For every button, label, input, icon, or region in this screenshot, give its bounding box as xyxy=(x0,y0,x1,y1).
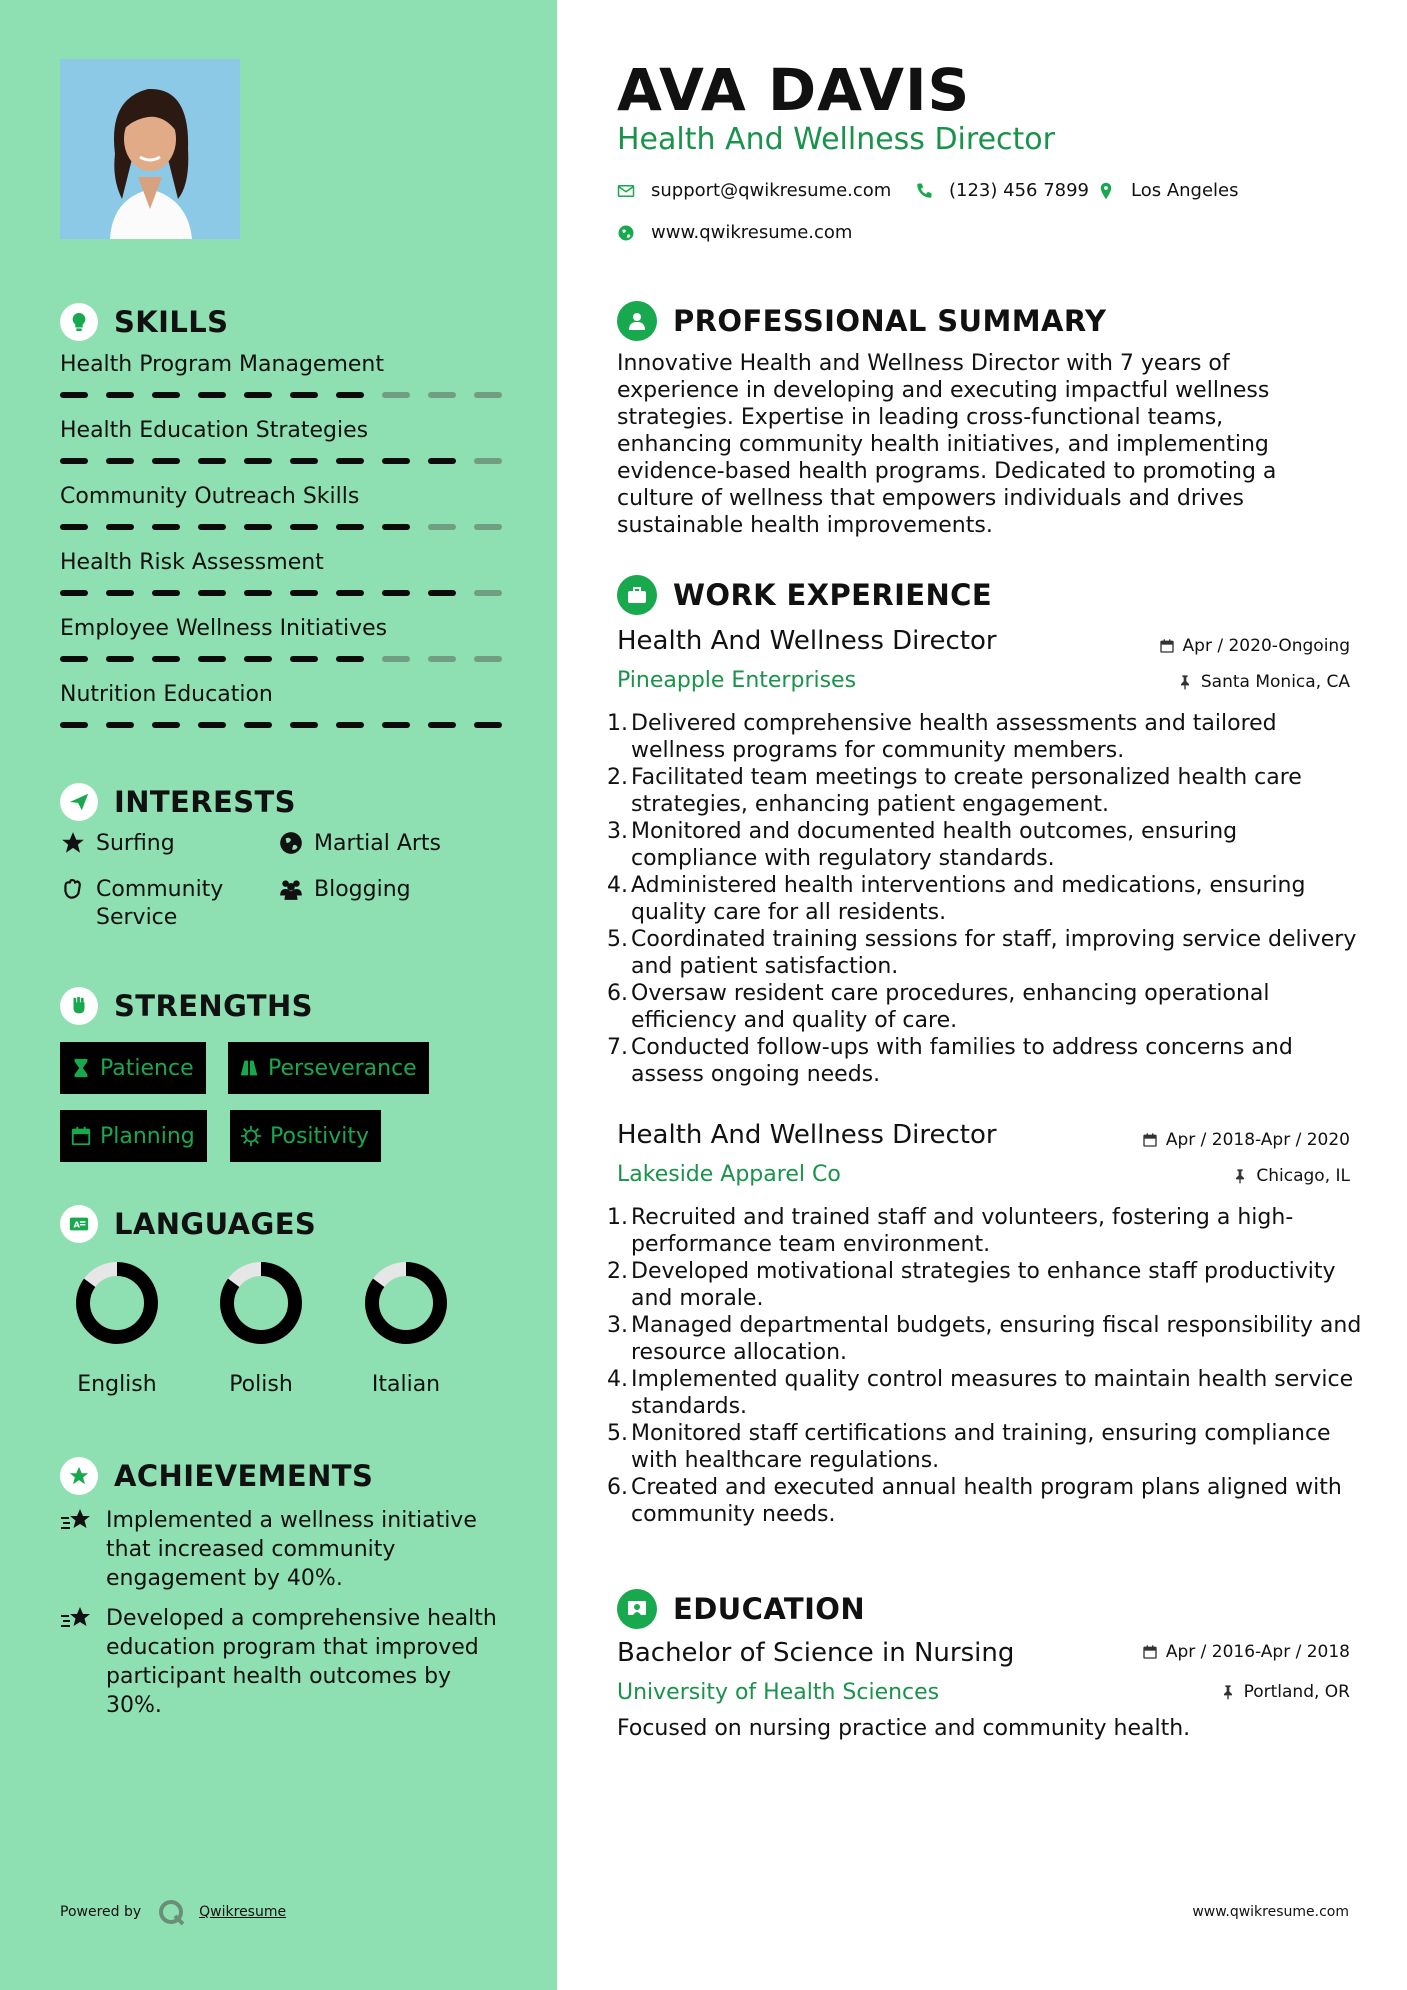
skill-segment xyxy=(382,656,410,662)
qwikresume-link[interactable]: Qwikresume xyxy=(199,1904,287,1920)
language-level-ring xyxy=(361,1258,451,1348)
skill-item xyxy=(60,350,500,416)
job-location xyxy=(1177,672,1350,692)
duty-number: 4. xyxy=(607,873,628,898)
website-text: www.qwikresume.com xyxy=(651,222,853,243)
skill-segment xyxy=(290,392,318,398)
contact-email[interactable] xyxy=(617,180,891,201)
contact-phone[interactable] xyxy=(915,180,1089,201)
job-location-text: Santa Monica, CA xyxy=(1200,672,1350,692)
interests-title: INTERESTS xyxy=(114,785,296,819)
skill-segment xyxy=(106,656,134,662)
skill-item xyxy=(60,482,500,548)
achievement-text: Implemented a wellness initiative that increased community engagement by 40%. xyxy=(106,1508,477,1591)
skill-segment xyxy=(152,590,180,596)
education-location-text: Portland, OR xyxy=(1243,1682,1350,1702)
language-name: Polish xyxy=(229,1372,293,1397)
skill-segment xyxy=(474,392,502,398)
skill-segment xyxy=(152,524,180,530)
profile-photo xyxy=(60,59,240,239)
skill-name: Health Program Management xyxy=(60,352,384,377)
job-title: Health And Wellness Director xyxy=(617,1120,997,1150)
duty-number: 1. xyxy=(607,711,628,736)
duty-item xyxy=(607,926,1367,980)
skill-segment xyxy=(198,722,226,728)
strength-label: Planning xyxy=(100,1123,195,1149)
skill-segment xyxy=(474,458,502,464)
duty-number: 4. xyxy=(607,1367,628,1392)
interest-item xyxy=(278,876,411,904)
duty-text: Delivered comprehensive health assessments and tailored wellness programs for community members. xyxy=(631,711,1277,763)
summary-text: Innovative Health and Wellness Director with 7 years of experience in developing and executing impactful wellness strategies. Expertise in leading cross-functional teams, enhancing community health initiatives, and implementing evidence-based health programs. Dedicated to promoting a culture of wellness that empowers individuals and drives sustainable health improvements. xyxy=(617,351,1277,538)
duty-number: 2. xyxy=(607,765,628,790)
globe-icon xyxy=(617,224,635,242)
job-dates-text: Apr / 2018-Apr / 2020 xyxy=(1165,1130,1350,1150)
skill-segment xyxy=(474,524,502,530)
skill-level-bar xyxy=(60,656,502,662)
skill-segment xyxy=(198,392,226,398)
education-dates-text: Apr / 2016-Apr / 2018 xyxy=(1165,1642,1350,1662)
skill-segment xyxy=(336,590,364,596)
skill-segment xyxy=(474,722,502,728)
graduation-icon xyxy=(617,1589,657,1629)
strengths-title: STRENGTHS xyxy=(114,989,313,1023)
map-pin-icon xyxy=(1097,182,1115,200)
duty-number: 6. xyxy=(607,981,628,1006)
duty-number: 7. xyxy=(607,1035,628,1060)
skill-level-bar xyxy=(60,722,502,728)
skill-segment xyxy=(244,524,272,530)
degree-title: Bachelor of Science in Nursing xyxy=(617,1638,1015,1668)
skill-name: Nutrition Education xyxy=(60,682,273,707)
skill-segment xyxy=(198,590,226,596)
skill-segment xyxy=(106,590,134,596)
skill-segment xyxy=(382,392,410,398)
candidate-role: Health And Wellness Director xyxy=(617,122,1055,157)
duty-item xyxy=(607,1474,1367,1528)
job-location-text: Chicago, IL xyxy=(1256,1166,1350,1186)
envelope-icon xyxy=(617,182,635,200)
duty-number: 5. xyxy=(607,1421,628,1446)
achievement-item xyxy=(60,1506,500,1593)
skill-segment xyxy=(428,458,456,464)
interest-item xyxy=(278,830,441,858)
duty-number: 1. xyxy=(607,1205,628,1230)
skill-item xyxy=(60,416,500,482)
skill-segment xyxy=(152,656,180,662)
skill-item xyxy=(60,548,500,614)
job-title: Health And Wellness Director xyxy=(617,626,997,656)
calendar-icon xyxy=(1159,638,1175,654)
skill-segment xyxy=(428,722,456,728)
skill-name: Health Risk Assessment xyxy=(60,550,324,575)
strength-badge xyxy=(60,1042,206,1094)
duty-text: Created and executed annual health program plans aligned with community needs. xyxy=(631,1475,1342,1527)
sun-icon xyxy=(240,1125,262,1147)
skill-segment xyxy=(290,722,318,728)
fist-icon xyxy=(60,987,98,1025)
skill-segment xyxy=(106,524,134,530)
duty-item xyxy=(607,710,1367,764)
binoculars-icon xyxy=(238,1057,260,1079)
sidebar xyxy=(0,0,557,1990)
qwikresume-logo-icon xyxy=(157,1898,185,1926)
skill-level-bar xyxy=(60,590,502,596)
education-title: EDUCATION xyxy=(673,1592,866,1626)
location-text: Los Angeles xyxy=(1131,180,1239,201)
skill-segment xyxy=(152,392,180,398)
skill-segment xyxy=(60,722,88,728)
calendar-icon xyxy=(1142,1132,1158,1148)
duty-text: Managed departmental budgets, ensuring fiscal responsibility and resource allocation. xyxy=(631,1313,1362,1365)
duty-item xyxy=(607,818,1367,872)
duty-item xyxy=(607,764,1367,818)
strength-badge xyxy=(228,1042,429,1094)
star-icon xyxy=(60,830,86,856)
skill-segment xyxy=(244,458,272,464)
skill-segment xyxy=(244,722,272,728)
skill-segment xyxy=(290,458,318,464)
job-duties xyxy=(607,1204,1367,1528)
duty-text: Oversaw resident care procedures, enhancing operational efficiency and quality of care. xyxy=(631,981,1270,1033)
languages-title: LANGUAGES xyxy=(114,1207,317,1241)
skill-segment xyxy=(198,524,226,530)
strengths-header xyxy=(60,986,313,1026)
duty-number: 3. xyxy=(607,819,628,844)
skill-level-bar xyxy=(60,392,502,398)
footer-website[interactable]: www.qwikresume.com xyxy=(1192,1904,1349,1920)
duty-number: 6. xyxy=(607,1475,628,1500)
globe-icon xyxy=(278,830,304,856)
skill-segment xyxy=(428,524,456,530)
language-name: Italian xyxy=(371,1372,441,1397)
lightbulb-icon xyxy=(60,303,98,341)
interest-item xyxy=(60,830,175,858)
summary-header xyxy=(617,300,1106,342)
calendar-icon xyxy=(1142,1644,1158,1660)
education-location xyxy=(1220,1682,1350,1702)
skill-name: Employee Wellness Initiatives xyxy=(60,616,388,641)
skill-segment xyxy=(336,392,364,398)
job-dates xyxy=(1142,1130,1350,1150)
experience-title: WORK EXPERIENCE xyxy=(673,578,993,612)
skill-segment xyxy=(336,524,364,530)
skill-level-bar xyxy=(60,458,502,464)
duty-number: 3. xyxy=(607,1313,628,1338)
duty-text: Coordinated training sessions for staff, improving service delivery and patient satisfaction. xyxy=(631,927,1357,979)
interest-label: Blogging xyxy=(314,877,411,902)
strength-label: Perseverance xyxy=(268,1055,417,1081)
skill-segment xyxy=(60,524,88,530)
skill-segment xyxy=(60,656,88,662)
skill-name: Health Education Strategies xyxy=(60,418,369,443)
interest-label: Surfing xyxy=(96,831,175,856)
interest-item xyxy=(60,876,240,932)
skill-segment xyxy=(382,524,410,530)
interest-label: Martial Arts xyxy=(314,831,442,856)
skill-segment xyxy=(106,458,134,464)
powered-by-label: Powered by xyxy=(60,1904,142,1920)
job-location xyxy=(1232,1166,1350,1186)
skill-segment xyxy=(152,722,180,728)
skill-item xyxy=(60,614,500,680)
contact-location xyxy=(1097,180,1239,201)
skill-segment xyxy=(382,590,410,596)
pushpin-icon xyxy=(1177,674,1193,690)
skill-segment xyxy=(290,524,318,530)
pushpin-icon xyxy=(1232,1168,1248,1184)
skill-segment xyxy=(336,656,364,662)
briefcase-icon xyxy=(617,575,657,615)
achievements-header xyxy=(60,1456,373,1496)
job-company: Pineapple Enterprises xyxy=(617,668,857,693)
paper-plane-icon xyxy=(60,783,98,821)
skill-segment xyxy=(428,590,456,596)
duty-text: Administered health interventions and medications, ensuring quality care for all residents. xyxy=(631,873,1306,925)
main-content xyxy=(557,0,1407,1990)
svg-text:A: A xyxy=(73,1219,80,1230)
skill-segment xyxy=(336,458,364,464)
strength-label: Positivity xyxy=(270,1123,370,1149)
duty-text: Monitored staff certifications and training, ensuring compliance with healthcare regulations. xyxy=(631,1421,1331,1473)
interests-header xyxy=(60,782,296,822)
job-duties xyxy=(607,710,1367,1088)
skill-segment xyxy=(60,458,88,464)
candidate-name: AVA DAVIS xyxy=(617,56,971,124)
duty-item xyxy=(607,1034,1367,1088)
skill-name: Community Outreach Skills xyxy=(60,484,360,509)
duty-item xyxy=(607,1312,1367,1366)
users-icon xyxy=(278,876,304,902)
hourglass-icon xyxy=(70,1057,92,1079)
duty-text: Recruited and trained staff and volunteers, fostering a high-performance team environment. xyxy=(631,1205,1294,1257)
job-company: Lakeside Apparel Co xyxy=(617,1162,841,1187)
duty-text: Implemented quality control measures to maintain health service standards. xyxy=(631,1367,1354,1419)
skills-title: SKILLS xyxy=(114,305,229,339)
skills-list xyxy=(60,350,500,746)
duty-number: 5. xyxy=(607,927,628,952)
achievement-text: Developed a comprehensive health education program that improved participant health outcomes by 30%. xyxy=(106,1606,497,1718)
duty-text: Developed motivational strategies to enhance staff productivity and morale. xyxy=(631,1259,1336,1311)
skill-segment xyxy=(290,656,318,662)
skill-segment xyxy=(290,590,318,596)
user-icon xyxy=(617,301,657,341)
skill-level-bar xyxy=(60,524,502,530)
skill-segment xyxy=(428,392,456,398)
powered-by xyxy=(60,1898,286,1926)
skill-segment xyxy=(244,656,272,662)
language-item xyxy=(201,1258,321,1397)
skill-segment xyxy=(474,656,502,662)
phone-icon xyxy=(915,182,933,200)
experience-header xyxy=(617,574,992,616)
language-item xyxy=(346,1258,466,1397)
education-dates xyxy=(1142,1642,1350,1662)
skill-segment xyxy=(198,656,226,662)
email-text: support@qwikresume.com xyxy=(651,180,892,201)
duty-item xyxy=(607,1420,1367,1474)
pushpin-icon xyxy=(1220,1684,1236,1700)
skill-segment xyxy=(60,392,88,398)
hand-icon xyxy=(60,876,86,902)
skill-segment xyxy=(244,590,272,596)
duty-text: Monitored and documented health outcomes, ensuring compliance with regulatory standards. xyxy=(631,819,1238,871)
language-item xyxy=(57,1258,177,1397)
shooting-star-icon xyxy=(60,1508,92,1534)
star-badge-icon xyxy=(60,1457,98,1495)
duty-item xyxy=(607,1366,1367,1420)
strength-badge xyxy=(60,1110,207,1162)
skill-segment xyxy=(382,458,410,464)
duty-item xyxy=(607,872,1367,926)
duty-text: Conducted follow-ups with families to address concerns and assess ongoing needs. xyxy=(631,1035,1293,1087)
summary-title: PROFESSIONAL SUMMARY xyxy=(673,304,1107,338)
duty-text: Facilitated team meetings to create personalized health care strategies, enhancing patient engagement. xyxy=(631,765,1302,817)
skill-segment xyxy=(428,656,456,662)
interest-label: Community Service xyxy=(96,877,224,930)
skill-item xyxy=(60,680,500,746)
strength-label: Patience xyxy=(100,1055,194,1081)
duty-item xyxy=(607,1258,1367,1312)
skill-segment xyxy=(474,590,502,596)
calendar-icon xyxy=(70,1125,92,1147)
shooting-star-icon xyxy=(60,1606,92,1632)
achievements-title: ACHIEVEMENTS xyxy=(114,1459,374,1493)
achievement-item xyxy=(60,1604,500,1720)
skill-segment xyxy=(106,722,134,728)
duty-item xyxy=(607,1204,1367,1258)
duty-number: 2. xyxy=(607,1259,628,1284)
education-description: Focused on nursing practice and community health. xyxy=(617,1716,1191,1741)
skill-segment xyxy=(244,392,272,398)
education-header xyxy=(617,1588,865,1630)
language-icon xyxy=(60,1205,98,1243)
phone-text: (123) 456 7899 xyxy=(949,180,1090,201)
skill-segment xyxy=(382,722,410,728)
contact-website[interactable] xyxy=(617,222,852,243)
skill-segment xyxy=(152,458,180,464)
skill-segment xyxy=(60,590,88,596)
job-dates-text: Apr / 2020-Ongoing xyxy=(1182,636,1350,656)
language-level-ring xyxy=(72,1258,162,1348)
skill-segment xyxy=(336,722,364,728)
language-level-ring xyxy=(216,1258,306,1348)
strength-badge xyxy=(230,1110,381,1162)
skill-segment xyxy=(106,392,134,398)
skills-header xyxy=(60,302,228,342)
languages-header xyxy=(60,1204,316,1244)
skill-segment xyxy=(198,458,226,464)
school-name: University of Health Sciences xyxy=(617,1680,940,1705)
duty-item xyxy=(607,980,1367,1034)
job-dates xyxy=(1159,636,1350,656)
language-name: English xyxy=(77,1372,157,1397)
